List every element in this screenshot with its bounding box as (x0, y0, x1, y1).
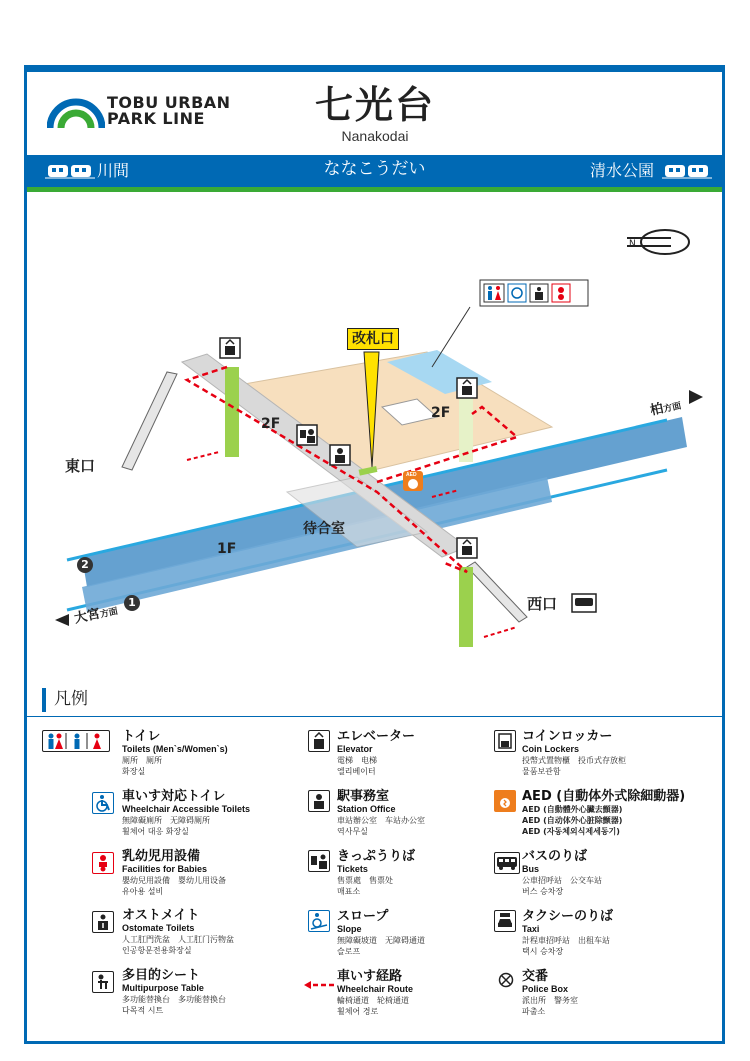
legend-elevator-title: エレベーター (337, 729, 416, 744)
legend-toilets-ko: 화장실 (122, 767, 146, 776)
legend-tickets-en: Tickets (337, 864, 368, 874)
coin-locker-icon (494, 730, 516, 752)
legend-wheelchair-toilets-title: 車いす対応トイレ (122, 789, 226, 804)
legend-tickets-zh: 售票處 售票处 (337, 876, 393, 885)
legend-aed-ko: AED (자동체외식제세동기) (522, 827, 620, 836)
legend-babies-en: Facilities for Babies (122, 864, 208, 874)
svg-text:N: N (629, 239, 636, 249)
legend-ostomate (122, 908, 234, 956)
toilet-men-women-icon (484, 284, 504, 302)
legend-coin-lockers-en: Coin Lockers (522, 744, 580, 754)
legend-slope-zh: 無障礙坡道 无障碍通道 (337, 936, 425, 945)
legend-taxi-ko: 택시 승차장 (522, 947, 564, 956)
legend-coin-lockers-title: コインロッカー (522, 729, 613, 744)
legend-aed-zh-tw: AED (自動體外心臟去顫器) (522, 805, 623, 814)
legend-police-box-ko: 파출소 (522, 1007, 546, 1016)
legend-coin-lockers-ko: 물품보관함 (522, 767, 561, 776)
station-office-marker (330, 445, 350, 465)
legend-elevator (337, 729, 415, 777)
floor-1f-label: 1F (217, 541, 237, 557)
waiting-room-label: 待合室 (303, 521, 345, 537)
omiya-direction-main: 大宮 (73, 606, 102, 627)
legend-multipurpose-title: 多目的シート (122, 968, 201, 983)
legend-wheelchair-toilets-en: Wheelchair Accessible Toilets (122, 804, 251, 814)
ticket-machine-marker (297, 425, 317, 445)
route-arrow-east (187, 452, 219, 460)
station-name: 七光台 (314, 83, 435, 127)
legend-wheelchair-route-zh: 輪椅通道 轮椅通道 (337, 996, 409, 1005)
legend-taxi-title: タクシーのりば (522, 909, 614, 924)
toilet-callout-line (432, 307, 470, 367)
train-icon-right (662, 163, 712, 179)
legend-tickets-title: きっぷうりば (337, 849, 416, 864)
legend-police-box (522, 969, 578, 1017)
kashiwa-direction-main: 柏 (649, 401, 665, 419)
wheelchair-toilet-icon (508, 284, 526, 302)
legend-wheelchair-route (337, 969, 413, 1017)
station-map (27, 192, 722, 702)
legend-ostomate-title: オストメイト (122, 908, 200, 923)
legend-elevator-en: Elevator (337, 744, 373, 754)
stairs-west (467, 562, 527, 622)
legend-aed (522, 789, 685, 837)
legend-bus-ko: 버스 승차장 (522, 887, 564, 896)
legend-toilets-title: トイレ (122, 729, 161, 744)
legend-bus (522, 849, 602, 897)
legend-coin-lockers-zh: 投幣式置物櫃 投币式存放柜 (522, 756, 626, 765)
slope-icon (308, 910, 330, 932)
route-arrow-west (484, 627, 517, 637)
next-station: 清水公園 (589, 161, 654, 180)
legend-bus-zh: 公車招呼站 公交车站 (522, 876, 602, 885)
legend-multipurpose (122, 968, 226, 1016)
elevator-marker-west (457, 538, 477, 558)
legend-babies (122, 849, 226, 897)
legend-bus-title: バスのりば (522, 849, 588, 864)
floor-2f-label-b: 2F (431, 405, 451, 421)
legend-toilets (122, 729, 228, 777)
police-box-icon (498, 972, 514, 988)
omiya-arrow (55, 614, 69, 626)
legend-ostomate-zh: 人工肛門洗盆 人工肛门污物盆 (122, 935, 234, 944)
wheelchair-icon (92, 792, 114, 814)
legend-station-office-ko: 역사무실 (337, 827, 368, 836)
legend-elevator-zh: 電梯 电梯 (337, 756, 377, 765)
baby-facility-icon (552, 284, 570, 302)
north-arrow-icon (627, 230, 689, 254)
operator-line-1: TOBU URBAN (107, 93, 231, 112)
legend-taxi-en: Taxi (522, 924, 540, 934)
legend-ostomate-ko: 인공항문전용화장실 (122, 946, 192, 955)
east-exit-label: 東口 (65, 457, 96, 475)
operator-name (107, 95, 231, 127)
legend-wheelchair-route-ko: 휠체어 경로 (337, 1007, 379, 1016)
legend-aed-zh-cn: AED (自动体外心脏除颤器) (522, 816, 623, 825)
bus-icon (494, 852, 520, 874)
legend-rule (27, 716, 722, 717)
legend-wheelchair-route-en: Wheelchair Route (337, 984, 414, 994)
legend-multipurpose-en: Multipurpose Table (122, 983, 204, 993)
legend-slope-ko: 슬로프 (337, 947, 361, 956)
baby-icon (92, 852, 114, 874)
operator-line-2: PARK LINE (107, 109, 205, 128)
legend-elevator-ko: 엘리베이터 (337, 767, 376, 776)
legend-taxi (522, 909, 613, 957)
legend-coin-lockers (522, 729, 626, 777)
legend-toilets-en: Toilets (Men`s/Women`s) (122, 744, 228, 754)
legend-tickets (337, 849, 415, 897)
legend-slope (337, 909, 425, 957)
elevator-marker-center (457, 378, 477, 398)
legend-tickets-ko: 매표소 (337, 887, 361, 896)
tobu-urban-park-line-logo (47, 96, 105, 130)
legend-multipurpose-ko: 다목적 시트 (122, 1006, 164, 1015)
legend-ostomate-en: Ostomate Toilets (122, 923, 195, 933)
legend-station-office (337, 789, 425, 837)
station-map-drawing (27, 192, 722, 702)
west-exit-label: 西口 (527, 595, 558, 613)
legend-aed-title: AED (自動体外式除細動器) (522, 789, 686, 804)
legend-station-office-title: 駅事務室 (337, 789, 390, 804)
legend-station-office-zh: 車站辦公室 车站办公室 (337, 816, 425, 825)
tickets-icon (308, 850, 330, 872)
legend-accent-bar (42, 688, 46, 712)
legend-taxi-zh: 計程車招呼站 出租车站 (522, 936, 610, 945)
legend-wheelchair-route-title: 車いす経路 (337, 969, 403, 984)
legend-wheelchair-toilets-zh: 無障礙廁所 无障碍厕所 (122, 816, 210, 825)
kashiwa-arrow (689, 390, 703, 404)
legend-police-box-title: 交番 (522, 969, 549, 984)
aed-icon (494, 790, 516, 812)
ostomate-icon (530, 284, 548, 302)
elevator-shaft-west (459, 567, 473, 647)
legend-babies-zh: 嬰幼兒用設備 婴幼儿用设备 (122, 876, 226, 885)
prev-station: 川間 (97, 161, 130, 180)
bus-marker (572, 594, 596, 612)
elevator-marker-east (220, 338, 240, 358)
legend-wheelchair-toilets-ko: 휠체어 대응 화장실 (122, 827, 189, 836)
legend-police-box-en: Police Box (522, 984, 569, 994)
wheelchair-route-icon (304, 980, 334, 990)
ticket-gate-label: 改札口 (347, 328, 399, 350)
multipurpose-table-icon (92, 971, 114, 993)
legend-babies-title: 乳幼児用設備 (122, 849, 201, 864)
legend-police-box-zh: 派出所 警务室 (522, 996, 578, 1005)
taxi-icon (494, 910, 516, 932)
toilet-icon (42, 730, 110, 752)
elevator-icon (308, 730, 330, 752)
platform-1-number: 1 (128, 596, 136, 609)
floor-2f-label-a: 2F (261, 416, 281, 432)
elevator-shaft-east (225, 367, 239, 457)
legend-heading: 凡例 (54, 689, 88, 709)
station-kana: ななこうだい (323, 159, 426, 179)
legend-babies-ko: 유아용 설비 (122, 887, 164, 896)
platform-2-number: 2 (81, 558, 89, 571)
stairs-east (122, 372, 177, 470)
legend-bus-en: Bus (522, 864, 540, 874)
station-roman: Nanakodai (341, 128, 409, 144)
legend-wheelchair-toilets (122, 789, 250, 837)
legend-station-office-en: Station Office (337, 804, 396, 814)
ostomate-icon (92, 911, 114, 933)
legend-slope-title: スロープ (337, 909, 389, 924)
omiya-direction-suffix: 方面 (99, 606, 119, 621)
legend-multipurpose-zh: 多功能替換台 多功能替换台 (122, 995, 226, 1004)
station-office-icon (308, 790, 330, 812)
kashiwa-direction-suffix: 方面 (662, 401, 683, 415)
legend-slope-en: Slope (337, 924, 362, 934)
elevator-shaft-center (459, 392, 473, 462)
legend-toilets-zh: 厕所 厕所 (122, 756, 162, 765)
station-band (27, 155, 722, 187)
aed-marker-label: AED (406, 472, 417, 478)
